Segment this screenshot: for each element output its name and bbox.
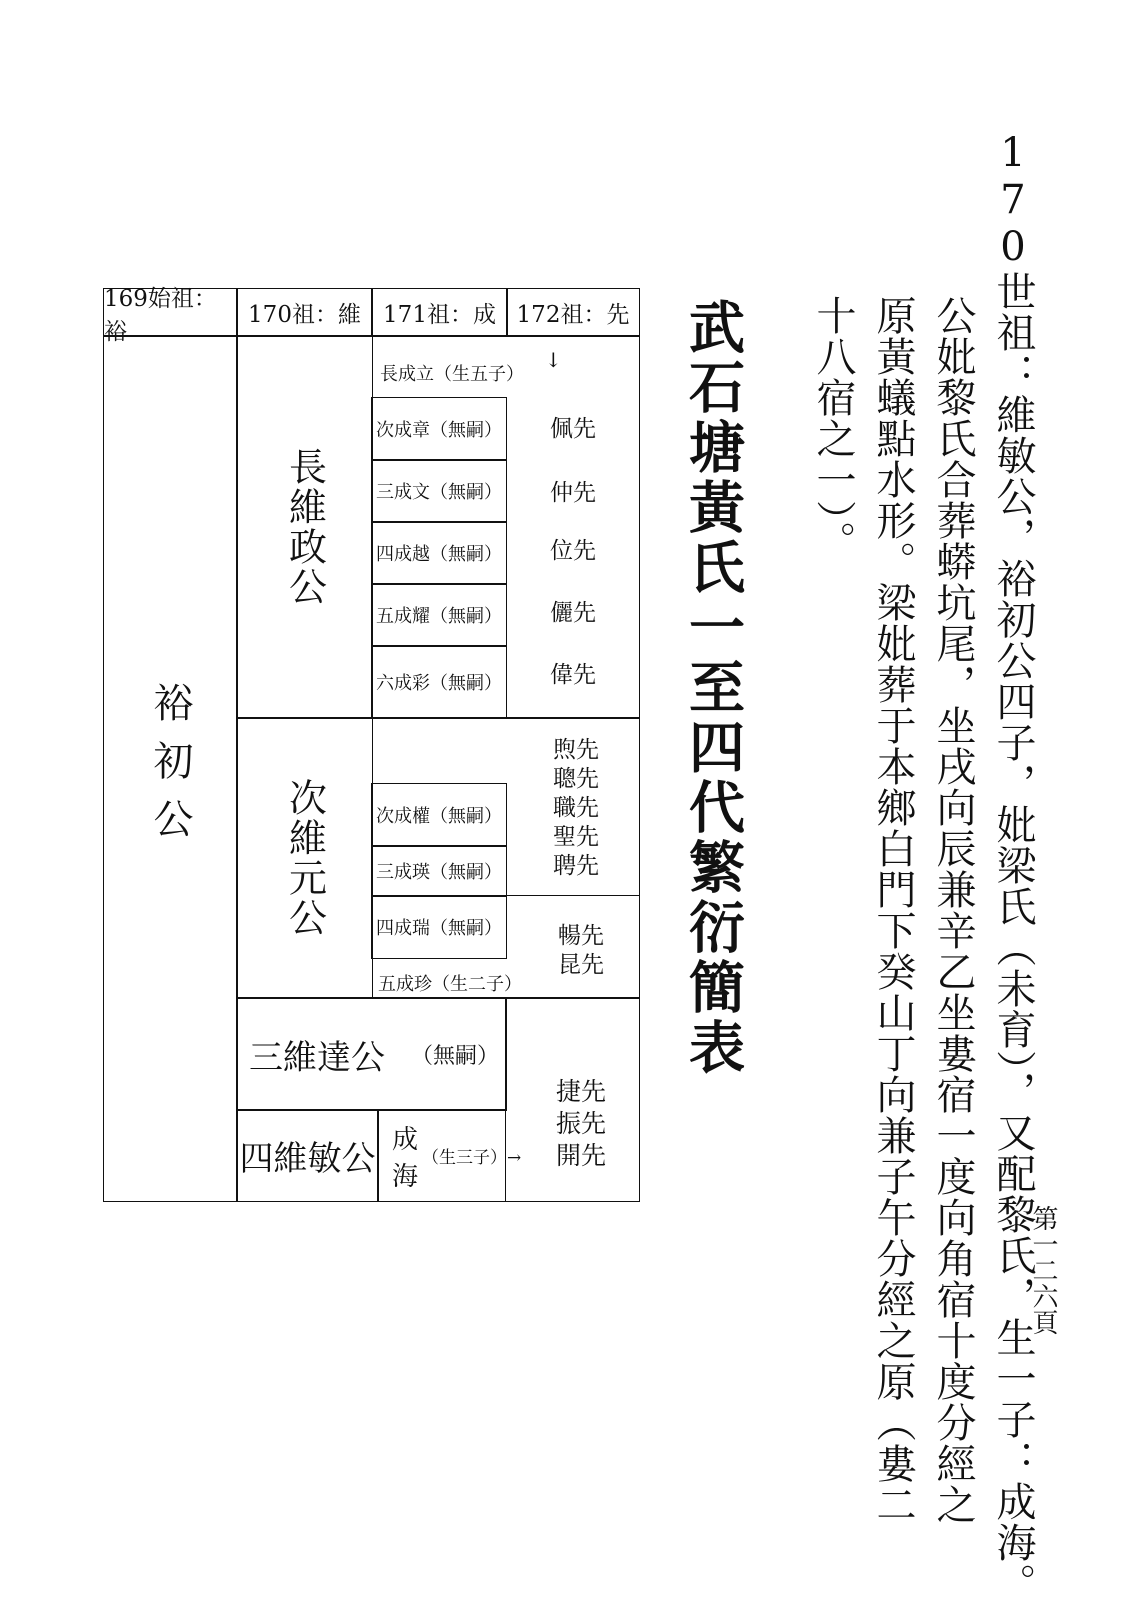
son-weixian-2: 偉先 (550, 662, 596, 688)
header-gen169: 169始祖：裕 (103, 288, 238, 337)
wei2-name: 次維元公 (282, 778, 327, 938)
header-gen171: 171祖：成 (371, 288, 508, 337)
wei4-cell (236, 1109, 379, 1202)
ancestor-name: 裕初公 (147, 681, 193, 856)
c3-cell: 三成文（無嗣） (371, 459, 507, 523)
son-lixian: 儷先 (550, 600, 596, 626)
body-column-1: 170世祖：維敏公，裕初公四子，妣梁氏（未育），又配黎氏，生一子：成海。 (990, 130, 1036, 1604)
page-title: 武石塘黃氏一至四代繁衍簡表 (680, 298, 746, 1078)
c2-cell: 次成章（無嗣） (371, 397, 507, 461)
son-zhenxian: 振先 (556, 1109, 607, 1138)
wei3-cell (236, 997, 507, 1111)
e1-note: （生三子）→ (422, 1148, 522, 1168)
son-kaixian: 開先 (556, 1141, 607, 1170)
son-jiexian: 捷先 (556, 1077, 607, 1106)
d4-label: 五成珍（生二子） (378, 974, 522, 995)
c4-cell: 四成越（無嗣） (371, 521, 507, 585)
e1-cell (377, 1109, 522, 1202)
wei3-note: （無嗣） (411, 1043, 500, 1069)
son-zhixian: 職先 (553, 795, 599, 821)
son-peixian: 佩先 (550, 416, 596, 442)
c5-cell: 五成耀（無嗣） (371, 583, 507, 647)
c6-cell: 六成彩（無嗣） (371, 645, 507, 719)
son-pinxian: 聘先 (553, 853, 599, 879)
genealogy-table (103, 285, 640, 1202)
body-column-4: 十八宿之一）。 (810, 295, 856, 562)
header-gen172: 172祖：先 (506, 288, 640, 337)
d2-cell: 三成瑛（無嗣） (371, 845, 507, 897)
header-gen170: 170祖：維 (236, 288, 373, 337)
son-congxian: 聰先 (553, 766, 599, 792)
wei4-name: 四維敏公 (239, 1139, 376, 1179)
c1-label: 長成立（生五子） (380, 364, 524, 385)
wei1-cell (236, 335, 373, 719)
body-column-2: 公妣黎氏合葬蟒坑尾，坐戌向辰兼辛乙坐婁宿一度向角宿十度分經之 (930, 295, 976, 1525)
wei3-name: 三維達公 (249, 1037, 385, 1078)
ancestor-cell (103, 335, 238, 1202)
page-number: 第一二六頁 (1028, 1205, 1058, 1335)
d1-cell: 次成權（無嗣） (371, 783, 507, 847)
son-kunxian: 昆先 (558, 952, 604, 978)
d3-cell: 四成瑞（無嗣） (371, 895, 507, 959)
e1-name: 成海 (392, 1124, 419, 1192)
son-xuxian: 煦先 (553, 737, 599, 763)
down-arrow: ↓ (545, 348, 562, 372)
son-zhongxian: 仲先 (550, 480, 596, 506)
son-changxian: 暢先 (558, 923, 604, 949)
wei2-cell (236, 717, 373, 999)
wei1-name: 長維政公 (282, 447, 327, 607)
son-shengxian: 聖先 (553, 824, 599, 850)
body-column-3: 原黃蟻點水形。梁妣葬于本鄉白門下癸山丁向兼子午分經之原（婁二 (870, 295, 916, 1525)
son-weixian: 位先 (550, 538, 596, 564)
